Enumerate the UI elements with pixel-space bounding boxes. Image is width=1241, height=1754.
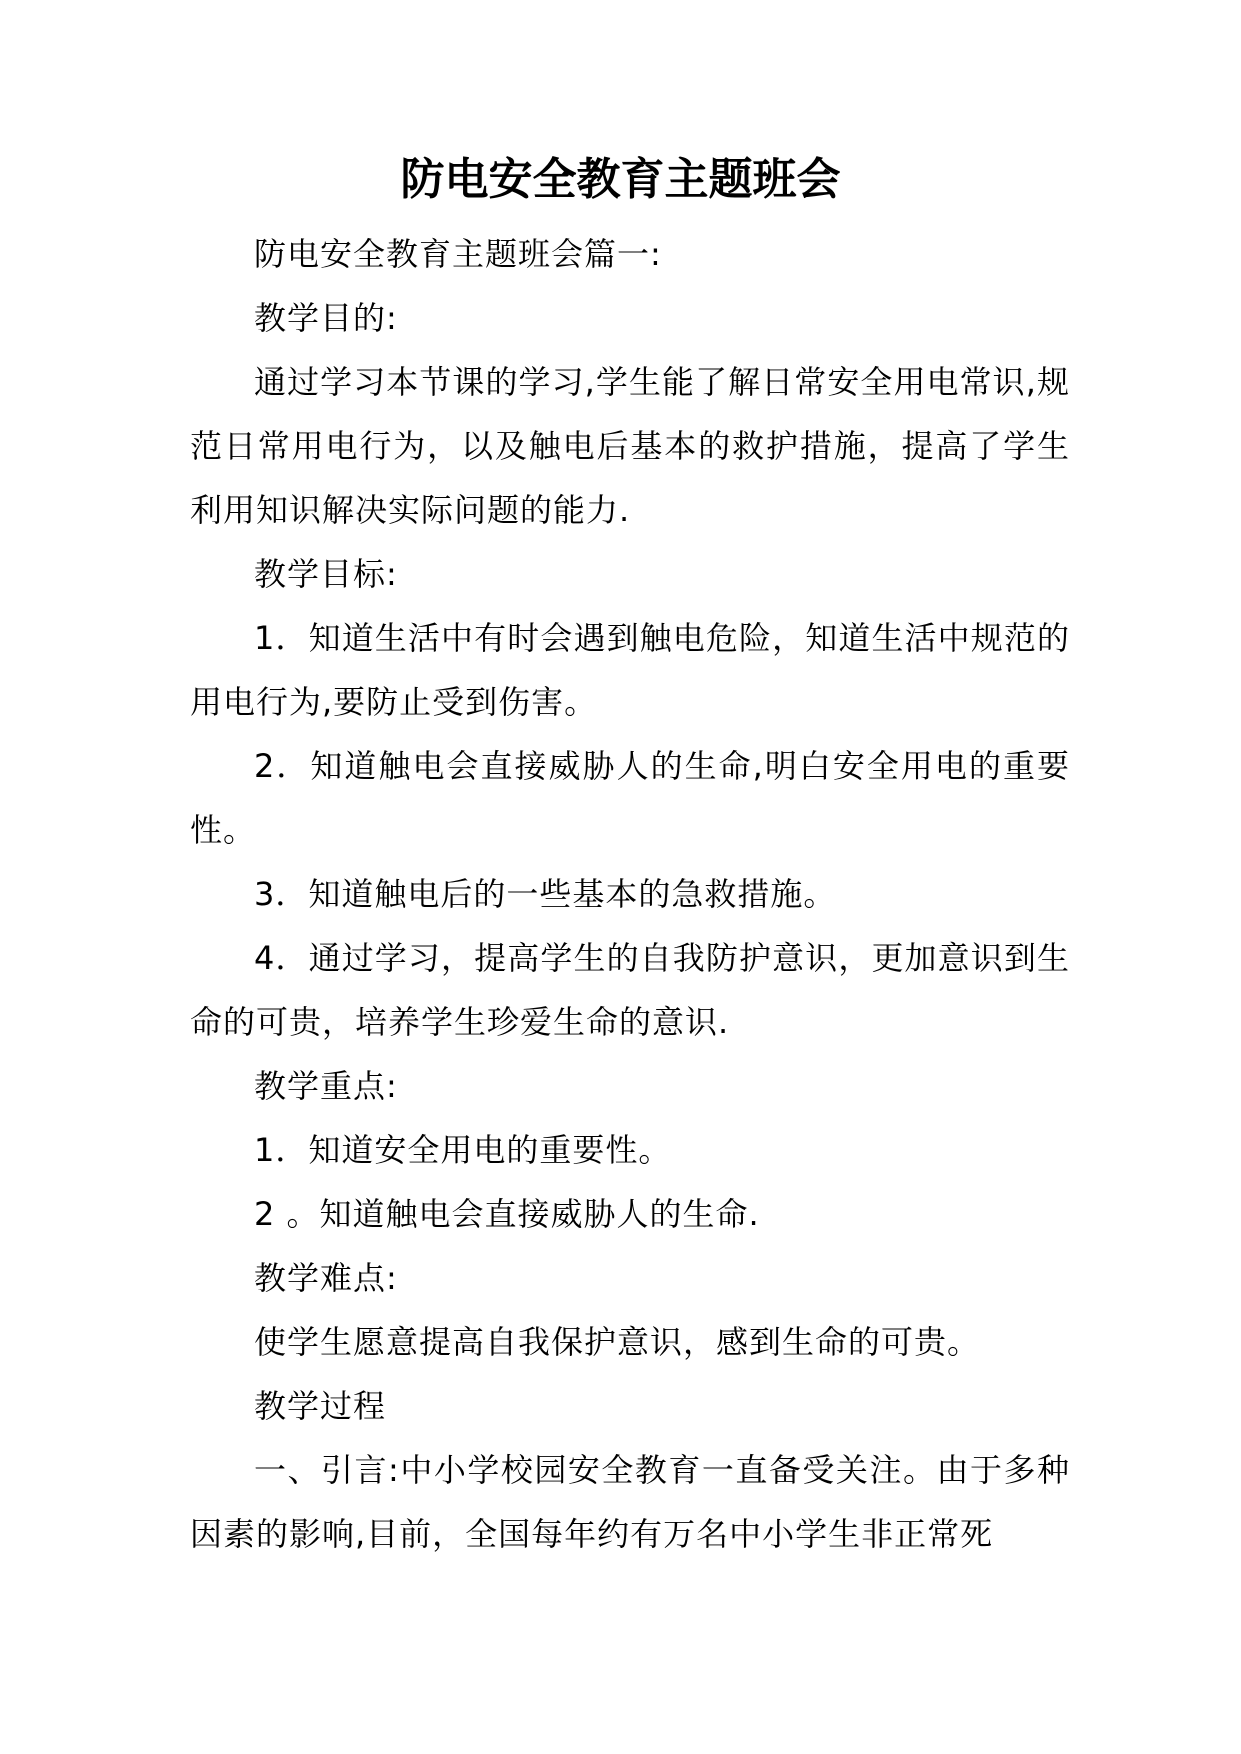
- heading-teaching-goals: 教学目标:: [254, 555, 398, 593]
- heading-teaching-process: 教学过程: [254, 1387, 387, 1425]
- document-body: [190, 222, 1070, 1566]
- section-heading-part-one: 防电安全教育主题班会篇一:: [254, 235, 662, 273]
- heading-difficulties: 教学难点:: [254, 1259, 398, 1297]
- heading-teaching-purpose: 教学目的:: [254, 299, 398, 337]
- paragraph-teaching-purpose: 通过学习本节课的学习,学生能了解日常安全用电常识,规范日常用电行为，以及触电后基本的救护措施，提高了学生利用知识解决实际问题的能力.: [190, 363, 1070, 529]
- paragraph-introduction: 一、引言:中小学校园安全教育一直备受关注。由于多种因素的影响,目前，全国每年约有万名中小学生非正常死: [190, 1451, 1070, 1553]
- goal-item-3: 3．知道触电后的一些基本的急救措施。: [254, 875, 837, 913]
- key-point-item-2: 2 。知道触电会直接威胁人的生命.: [254, 1195, 760, 1233]
- heading-key-points: 教学重点:: [254, 1067, 398, 1105]
- goal-item-1: 1．知道生活中有时会遇到触电危险，知道生活中规范的用电行为,要防止受到伤害。: [190, 619, 1070, 721]
- key-point-item-1: 1．知道安全用电的重要性。: [254, 1131, 672, 1169]
- goal-item-4: 4．通过学习，提高学生的自我防护意识，更加意识到生命的可贵，培养学生珍爱生命的意识.: [190, 939, 1070, 1041]
- difficulty-text: 使学生愿意提高自我保护意识，感到生命的可贵。: [254, 1323, 981, 1361]
- goal-item-2: 2．知道触电会直接威胁人的生命,明白安全用电的重要性。: [190, 747, 1070, 849]
- document-title: 防电安全教育主题班会: [400, 154, 841, 205]
